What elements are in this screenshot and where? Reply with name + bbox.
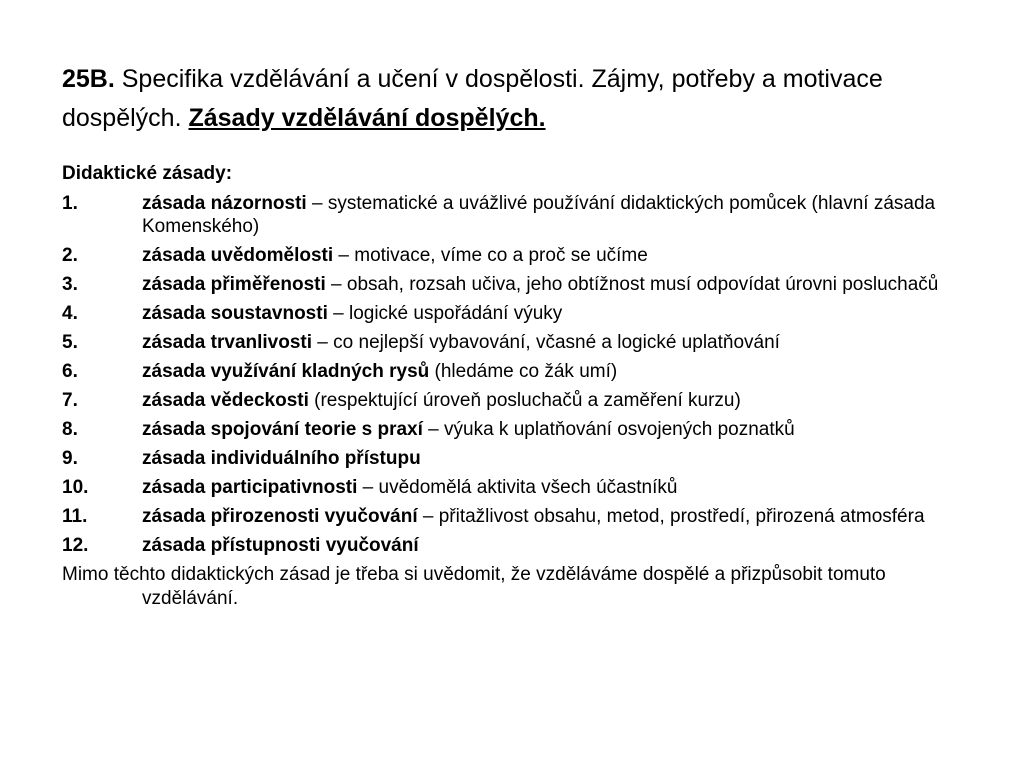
item-name: zásada participativnosti [142,477,358,498]
item-desc: – přitažlivost obsahu, metod, prostředí, přirozená atmosféra [417,506,925,527]
item-desc: – obsah, rozsah učiva, jeho obtížnost musí odpovídat úrovni posluchačů [325,274,939,295]
list-item [62,389,962,412]
item-desc: (hledáme co žák umí) [429,361,618,382]
title-emphasis: Zásady vzdělávání dospělých. [188,104,546,132]
slide-body [62,162,962,611]
title-code: 25B. [62,65,115,93]
list-item [62,447,962,470]
item-number: 1. [62,193,78,214]
item-number: 11. [62,506,88,527]
item-name: zásada soustavnosti [142,303,328,324]
item-number: 2. [62,245,78,266]
item-name: zásada názornosti [142,193,307,214]
item-desc: – výuka k uplatňování osvojených poznatků [422,419,795,440]
list-item [62,244,962,267]
list-item [62,476,962,499]
slide-title [62,60,962,138]
item-text [142,360,962,383]
item-text [142,192,962,238]
list-item [62,418,962,441]
item-text [142,331,962,354]
item-number: 9. [62,448,78,469]
item-desc: – uvědomělá aktivita všech účastníků [357,477,678,498]
item-text [142,418,962,441]
item-desc: – systematické a uvážlivé používání didaktických pomůcek (hlavní zásada Komenského) [142,193,936,237]
item-text [142,476,962,499]
item-name: zásada trvanlivosti [142,332,313,353]
list-item [62,534,962,557]
item-name: zásada přístupnosti vyučování [142,535,419,556]
item-name: zásada spojování teorie s praxí [142,419,423,440]
list-item [62,505,962,528]
item-name: zásada vědeckosti [142,390,309,411]
list-item [62,273,962,296]
item-desc: – motivace, víme co a proč se učíme [333,245,648,266]
title-text: Specifika vzdělávání a učení v dospělosti. Zájmy, potřeby a motivace dospělých. [62,65,883,132]
item-name: zásada využívání kladných rysů [142,361,430,382]
item-name: zásada přirozenosti vyučování [142,506,418,527]
item-number: 3. [62,274,78,295]
list-item [62,360,962,383]
item-number: 6. [62,361,78,382]
item-text [142,534,962,557]
item-desc: – logické uspořádání výuky [327,303,563,324]
item-text [142,505,962,528]
item-text [142,447,962,470]
item-text [142,273,962,296]
subheading: Didaktické zásady: [62,163,233,184]
closing-paragraph: Mimo těchto didaktických zásad je třeba si uvědomit, že vzděláváme dospělé a přizpůsobit tomuto vzdělávání. [62,564,886,609]
item-name: zásada přiměřenosti [142,274,326,295]
item-number: 12. [62,535,89,556]
list-item [62,302,962,325]
list-item [62,192,962,238]
item-number: 10. [62,477,89,498]
item-number: 7. [62,390,78,411]
item-text [142,244,962,267]
list-item [62,331,962,354]
item-number: 5. [62,332,78,353]
item-name: zásada individuálního přístupu [142,448,421,469]
item-text [142,302,962,325]
item-number: 4. [62,303,78,324]
item-desc: (respektující úroveň posluchačů a zaměření kurzu) [308,390,741,411]
item-number: 8. [62,419,78,440]
item-name: zásada uvědomělosti [142,245,334,266]
item-desc: – co nejlepší vybavování, včasné a logické uplatňování [312,332,780,353]
item-text [142,389,962,412]
